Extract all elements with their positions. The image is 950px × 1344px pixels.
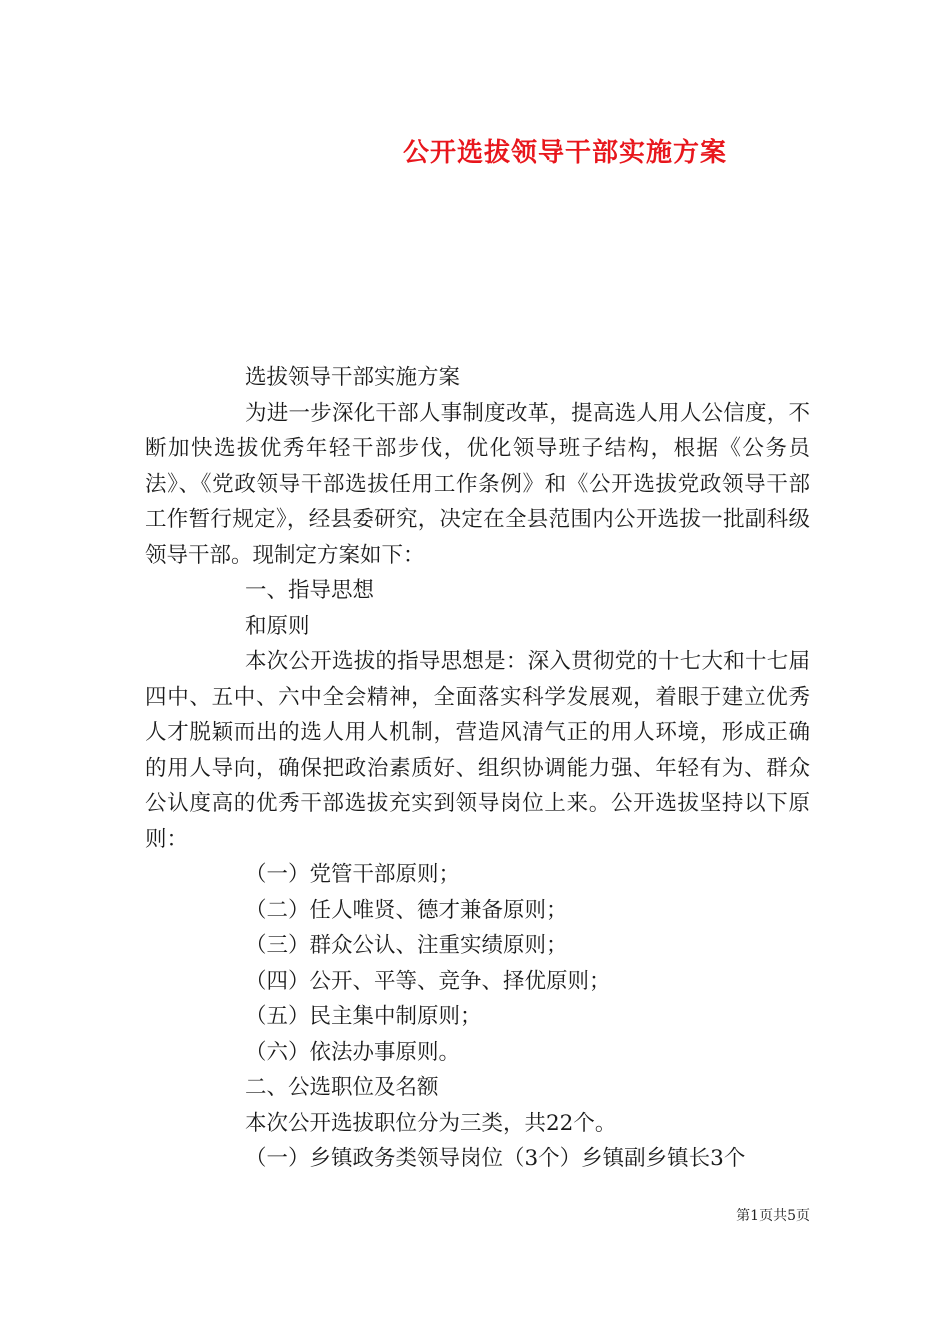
page-number: 第1页共5页 — [736, 1208, 810, 1224]
document-body — [145, 360, 810, 1177]
section-2-title: 二、公选职位及名额 — [245, 1075, 439, 1100]
section-1-title-continued: 和原则 — [245, 613, 310, 639]
section-1-title: 一、指导思想 — [245, 578, 375, 603]
intro-paragraph: 为进一步深化干部人事制度改革，提高选人用人公信度，不断加快选拔优秀年轻干部步伐，优化领导班子结构，根据《公务员法》、《党政领导干部选拔任用工作条例》和《公开选拔党政领导干部工作暂行规定》，经县委研究，决定在全县范围内公开选拔一批副科级领导干部。现制定方案如下： — [145, 400, 810, 568]
principle-item: （一）党管干部原则； — [245, 862, 461, 887]
principle-item: （六）依法办事原则。 — [245, 1039, 461, 1065]
section-2-body: 本次公开选拔职位分为三类，共22个。 — [245, 1110, 617, 1136]
principle-item: （三）群众公认、注重实绩原则； — [245, 933, 568, 958]
section-1-body: 本次公开选拔的指导思想是：深入贯彻党的十七大和十七届四中、五中、六中全会精神，全面落实科学发展观，着眼于建立优秀人才脱颖而出的选人用人机制，营造风清气正的用人环境，形成正确的用人导向，确保把政治素质好、组织协调能力强、年轻有为、群众公认度高的优秀干部选拔充实到领导岗位上来。公开选拔坚持以下原则： — [145, 649, 810, 852]
principle-item: （二）任人唯贤、德才兼备原则； — [245, 897, 568, 923]
principle-item: （五）民主集中制原则； — [245, 1004, 482, 1029]
principle-item: （四）公开、平等、竞争、择优原则； — [245, 968, 611, 994]
section-2-item: （一）乡镇政务类领导岗位（3个）乡镇副乡镇长3个 — [245, 1146, 746, 1171]
document-heading: 选拔领导干部实施方案 — [245, 365, 461, 390]
page-title: 公开选拔领导干部实施方案 — [402, 138, 727, 168]
